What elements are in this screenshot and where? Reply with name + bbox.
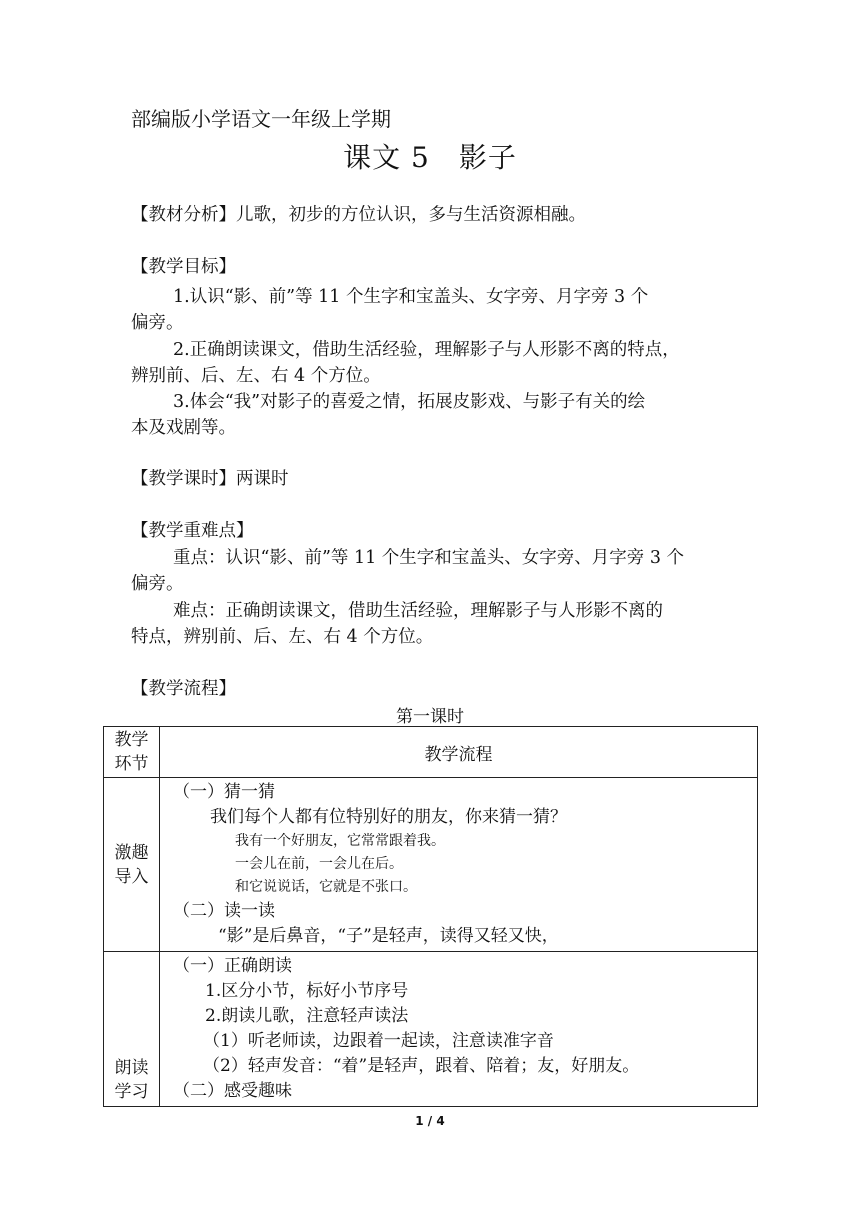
stage-cell-reading — [104, 952, 160, 1107]
process-heading: 【教学流程】 — [131, 679, 236, 699]
key-point-line-1: 重点：认识“影、前”等 11 个生字和宝盖头、女字旁、月字旁 3 个 — [173, 548, 685, 568]
stage-label-reading: 朗读学习 — [114, 1058, 149, 1102]
objectives-heading: 【教学目标】 — [131, 257, 236, 277]
flow-line: （二）感受趣味 — [173, 1081, 292, 1101]
objective-3-line-2: 本及戏剧等。 — [131, 418, 236, 438]
table-row — [104, 778, 758, 952]
difficulty-line-2: 特点，辨别前、后、左、右 4 个方位。 — [131, 627, 434, 647]
flow-line: （1）听老师读，边跟着一起读，注意读准字音 — [203, 1031, 554, 1051]
table-row — [104, 952, 758, 1107]
objective-2-line-2: 辨别前、后、左、右 4 个方位。 — [131, 366, 381, 386]
flow-line: 1.区分小节，标好小节序号 — [205, 981, 409, 1001]
riddle-line: 我有一个好朋友，它常常跟着我。 — [235, 833, 445, 849]
teaching-period: 【教学课时】两课时 — [131, 469, 289, 489]
teaching-flow-table — [103, 726, 758, 1107]
lesson-caption: 第一课时 — [396, 707, 464, 727]
riddle-line: 一会儿在前，一会儿在后。 — [235, 856, 403, 872]
flow-line: （一）猜一猜 — [173, 782, 275, 802]
stage-cell-intro — [104, 778, 160, 952]
objective-2-line-1: 2.正确朗读课文，借助生活经验，理解影子与人形影不离的特点， — [173, 340, 680, 360]
flow-cell-intro — [160, 778, 758, 952]
flow-line: “影”是后鼻音，“子”是轻声，读得又轻又快， — [218, 926, 559, 946]
keypoints-heading: 【教学重难点】 — [131, 521, 254, 541]
flow-line: 我们每个人都有位特别好的朋友，你来猜一猜？ — [210, 807, 567, 827]
page-number: 1 / 4 — [415, 1114, 445, 1128]
flow-line: （二）读一读 — [173, 901, 275, 921]
flow-cell-reading — [160, 952, 758, 1107]
objective-1-line-1: 1.认识“影、前”等 11 个生字和宝盖头、女字旁、月字旁 3 个 — [173, 287, 649, 307]
flow-line: （一）正确朗读 — [173, 956, 292, 976]
textbook-analysis: 【教材分析】儿歌，初步的方位认识，多与生活资源相融。 — [131, 205, 586, 225]
header-stage-label: 教学环节 — [114, 730, 149, 774]
header-flow-cell: 教学流程 — [160, 727, 758, 778]
document-header: 部编版小学语文一年级上学期 — [131, 107, 391, 131]
header-stage-cell — [104, 727, 160, 778]
flow-line: 2.朗读儿歌，注意轻声读法 — [205, 1006, 409, 1026]
riddle-line: 和它说说话，它就是不张口。 — [235, 879, 417, 895]
lesson-title: 课文 5 影子 — [343, 141, 517, 174]
key-point-line-2: 偏旁。 — [131, 574, 184, 594]
flow-line: （2）轻声发音：“着”是轻声，跟着、陪着；友，好朋友。 — [203, 1056, 640, 1076]
objective-3-line-1: 3.体会“我”对影子的喜爱之情，拓展皮影戏、与影子有关的绘 — [173, 392, 646, 412]
difficulty-line-1: 难点：正确朗读课文，借助生活经验，理解影子与人形影不离的 — [173, 601, 663, 621]
objective-1-line-2: 偏旁。 — [131, 313, 184, 333]
table-header-row — [104, 727, 758, 778]
stage-label-intro: 激趣导入 — [114, 842, 149, 887]
